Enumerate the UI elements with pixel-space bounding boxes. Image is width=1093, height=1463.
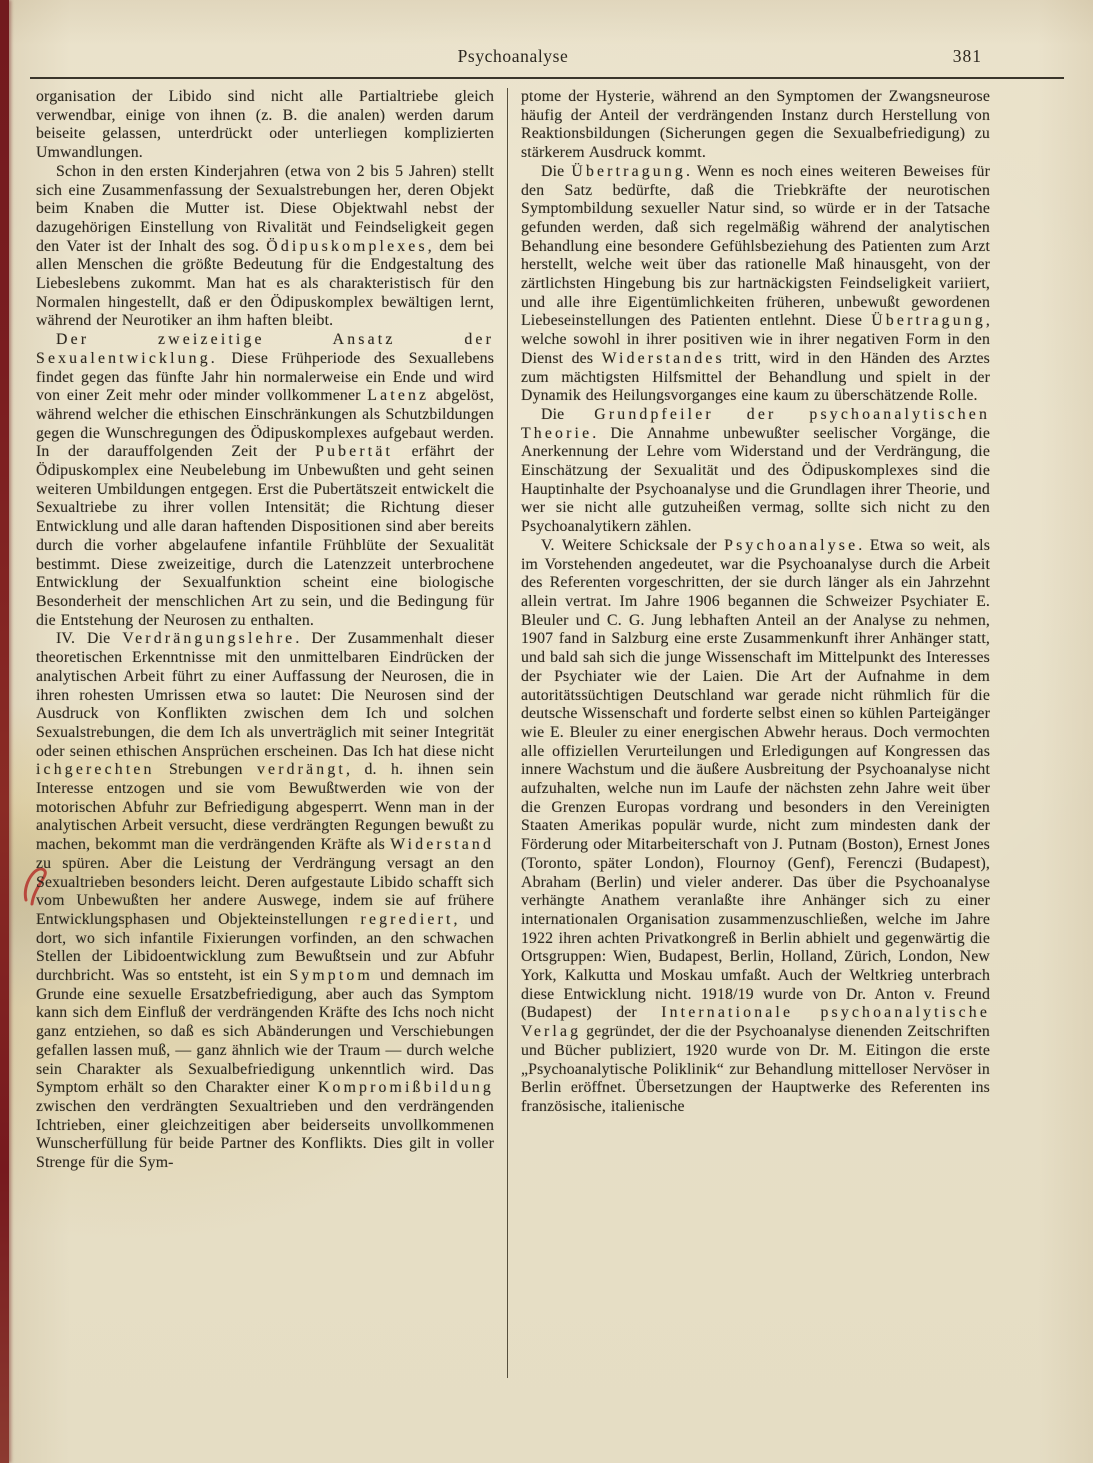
right-column [521, 88, 990, 1378]
header-rule [30, 77, 1064, 79]
emphasized-text: Übertragung [571, 162, 686, 180]
body-text: . Die Annahme unbewußter seelischer Vorgänge, die Anerkennung der Lehre vom Widerstand und der Verdrängung, die Einschätzung der Sexualität und des Ödipuskomplexes sind die Hauptinhalte der Psychoanalyse und die Grundlagen ihrer Theorie, und wer sie nicht alle gutzuheißen vermag, sollte sich nicht zu den Psychoanalytikern zählen. [521, 424, 990, 536]
paragraph [36, 630, 494, 1172]
body-text: V. Weitere Schicksale der [541, 536, 725, 554]
emphasized-text: Pubertät [315, 443, 394, 461]
emphasized-text: Übertragung [871, 312, 986, 330]
body-text: , welche sowohl in ihrer positiven wie in ihrer negativen Form in den Dienst des [521, 312, 990, 367]
paragraph [36, 163, 494, 331]
emphasized-text: ichgerechten [36, 761, 155, 779]
body-text: Diese Frühperiode des Sexuallebens findet gegen das fünfte Jahr hin normalerweise ein Ende und wird von einer Zeit mehr oder minder vollkommener [36, 349, 494, 405]
paragraph [521, 163, 990, 406]
running-title: Psychoanalyse [457, 46, 569, 66]
body-text: IV. Die [56, 630, 123, 648]
paragraph [521, 88, 990, 163]
emphasized-text: Der zweizeitige Ansatz der Sexualentwicklung. [36, 331, 494, 367]
paragraph [36, 88, 494, 163]
body-text: zwischen den verdrängten Sexualtrieben und den verdrängenden Ichtrieben, einer gleichzeitigen aber beiderseits unvollkommenen Wunscherfüllung für beide Partner des Konflikts. Dies gilt in voller Strenge für die Sym- [36, 1097, 494, 1172]
emphasized-text: Widerstandes [601, 349, 725, 367]
body-text: und demnach im Grunde eine sexuelle Ersatzbefriedigung, aber auch das Symptom kann sich dem Einfluß der verdrängenden Kräfte des Ichs noch nicht ganz entziehen, so daß es sich Abänderungen und Verschiebungen gefallen lassen muß, — ganz ähnlich wie der Traum — durch welche sein Charakter als Sexualbefriedigung unkenntlich wird. Das Symptom erhält so den Charakter einer [36, 967, 495, 1097]
body-text: Die [541, 162, 572, 180]
text-columns [36, 88, 990, 1378]
emphasized-text: Internationale psychoanalytische Verlag [521, 1004, 990, 1041]
paragraph [521, 537, 990, 1117]
body-text: organisation der Libido sind nicht alle Partialtriebe gleich verwendbar, einige von ihnen (z. B. die analen) werden darum beiseite gelassen, unterdrückt oder unterliegen komplizierten Umwandlungen. [36, 88, 494, 162]
body-text: , dem bei allen Menschen die größte Bedeutung für die Endgestaltung des Liebeslebens zukommt. Man hat es als charakteristisch für den Normalen hingestellt, daß er den Ödipuskomplex bewältigen lernt, während der Neurotiker an ihm haften bleibt. [36, 237, 494, 330]
emphasized-text: regrediert [360, 910, 454, 928]
emphasized-text: Widerstand [390, 836, 494, 854]
emphasized-text: Symptom [289, 967, 373, 985]
body-text: tritt, wird in den Händen des Arztes zum mächtigsten Hilfsmittel der Behandlung und spielt in der Dynamik des Heilungsvorganges eine kaum zu überschätzende Rolle. [521, 349, 990, 405]
emphasized-text: Kompromißbildung [317, 1079, 494, 1097]
body-text: , d. h. ihnen sein Interesse entzogen und sie vom Bewußtwerden wie von der motorischen Abfuhr zur Befriedigung abgesperrt. Wenn man in der analytischen Arbeit versucht, diese verdrängten Regungen bewußt zu machen, bekommt man die verdrängenden Kräfte als [36, 761, 494, 854]
scan-edge [0, 0, 9, 1463]
paragraph [521, 406, 990, 537]
body-text: . Wenn es noch eines weiteren Beweises für den Satz bedürfte, daß die Triebkräfte der neurotischen Symptombildung sexueller Natur sind, so würde er in der Tatsache gefunden werden, daß sich regelmäßig während der analytischen Behandlung eine besondere Gefühlsbeziehung des Patienten zum Arzt herstellt, welche weit über das rationelle Maß hinausgeht, von der zärtlichsten Hingebung bis zur hartnäckigsten Feindseligkeit variiert, und alle ihre Eigentümlichkeiten früheren, unbewußt gewordenen Liebeseinstellungen des Patienten entlehnt. Diese [521, 162, 990, 330]
page-number: 381 [952, 46, 982, 66]
emphasized-text: Verdrängungslehre [122, 630, 296, 648]
body-text: Strebungen [154, 761, 257, 779]
left-column [36, 88, 494, 1378]
column-divider [507, 88, 508, 1378]
body-text: zu spüren. Aber die Leistung der Verdrängung versagt an den Sexualtrieben besonders leicht. Deren aufgestaute Libido schafft sich vom Unbewußten her andere Auswege, indem sie auf frühere Entwicklungsphasen und Objekteinstellungen [36, 854, 494, 928]
emphasized-text: Ödipuskomplexes [266, 237, 428, 255]
emphasized-text: Psychoanalyse [724, 536, 859, 554]
emphasized-text: verdrängt [256, 761, 346, 779]
emphasized-text: Grundpfeiler der psychoanalytischen Theorie [521, 405, 990, 442]
body-text: Schon in den ersten Kinderjahren (etwa von 2 bis 5 Jahren) stellt sich eine Zusammenfassung der Sexualstrebungen her, deren Objekt beim Knaben die Mutter ist. Diese Objektwahl nebst der dazugehörigen Einstellung von Rivalität und Feindseligkeit gegen den Vater ist der Inhalt des sog. [36, 162, 494, 255]
body-text: gegründet, der die der Psychoanalyse dienenden Zeitschriften und Bücher publiziert, 1920 wurde von Dr. M. Eitingon die erste „Psychoanalytische Poliklinik“ zur Behandlung mittelloser Nervöser in Berlin eröffnet. Übersetzungen der Hauptwerke des Referenten ins französische, italienische [521, 1023, 990, 1115]
emphasized-text: Latenz [367, 387, 430, 405]
body-text: Die [541, 405, 595, 423]
body-text: . Etwa so weit, als im Vorstehenden angedeutet, war die Psychoanalyse durch die Arbeit des Referenten vorgeschritten, der sie durch länger als ein Jahrzehnt allein vertrat. Im Jahre 1906 begannen die Schweizer Psychiater E. Bleuler und C. G. Jung lebhaften Anteil an der Analyse zu nehmen, 1907 fand in Salzburg eine erste Zusammenkunft ihrer Anhänger statt, und bald sah sich die junge Wissenschaft im Mittelpunkt des Interesses der Psychiater wie der Laien. Die Art der Aufnahme in dem autoritätssüchtigen Deutschland war gerade nicht rühmlich für die deutsche Wissenschaft und forderte selbst einen so kühlen Parteigänger wie E. Bleuler zu einer energischen Abwehr heraus. Doch vermochten alle offiziellen Verurteilungen und Erledigungen auf Kongressen das innere Wachstum und die äußere Ausbreitung der Psychoanalyse nicht aufzuhalten, welche nun im Laufe der nächsten zehn Jahre weit über die Grenzen Europas vordrang und besonders in den Vereinigten Staaten Amerikas populär wurde, nicht zum mindesten dank der Förderung oder Mitarbeiterschaft von J. Putnam (Boston), Ernest Jones (Toronto, später London), Flournoy (Genf), Ferenczi (Budapest), Abraham (Berlin) und vieler anderer. Das über die Psychoanalyse verhängte Anathem veranlaßte ihre Anhänger sich zu einer internationalen Organisation zusammenzuschließen, welche im Jahre 1922 ihren achten Privatkongreß in Berlin abhielt und gegenwärtig die Ortsgruppen: Wien, Budapest, Berlin, Holland, Zürich, London, New York, Kalkutta und Moskau umfaßt. Auch der Weltkrieg unterbrach diese Entwicklung nicht. 1918/19 wurde von Dr. Anton v. Freund (Budapest) der [521, 536, 990, 1022]
body-text: abgelöst, während welcher die ethischen Einschränkungen als Schutzbildungen gegen die Wunschregungen des Ödipuskomplexes aufgebaut werden. In der darauffolgenden Zeit der [36, 387, 494, 461]
body-text: ptome der Hysterie, während an den Symptomen der Zwangsneurose häufig der Anteil der verdrängenden Instanz durch Herstellung von Reaktionsbildungen (Sicherungen gegen die Sexualbefriedigung) zu stärkerem Ausdruck kommt. [521, 88, 990, 162]
body-text: . Der Zusammenhalt dieser theoretischen Erkenntnisse mit den unmittelbaren Eindrücken der analytischen Arbeit führt zu einer Auffassung der Neurosen, die in ihren rohesten Umrissen etwa so lautet: Die Neurosen sind der Ausdruck von Konflikten zwischen dem Ich und solchen Sexualstrebungen, die dem Ich als unverträglich mit seiner Integrität oder seinen ethischen Ansprüchen erscheinen. Das Ich hat diese nicht [36, 630, 494, 760]
body-text: erfährt der Ödipuskomplex eine Neubelebung im Unbewußten und geht seinen weiteren Umbildungen entgegen. Erst die Pubertätszeit entwickelt die Sexualtriebe zu ihrer vollen Intensität; die Richtung dieser Entwicklung und alle daran haftenden Dispositionen sind aber bereits durch die vorher abgelaufene infantile Frühblüte der Sexualität bestimmt. Diese zweizeitige, durch die Latenzzeit unterbrochene Entwicklung der Sexualfunktion scheint eine biologische Besonderheit der menschlichen Art zu sein, und die Bedingung für die Entstehung der Neurosen zu enthalten. [36, 443, 494, 629]
body-text: , und dort, wo sich infantile Fixierungen vorfinden, an den schwachen Stellen der Libidoentwicklung zum Bewußtsein und zur Abfuhr durchbricht. Was so entsteht, ist ein [36, 910, 494, 985]
page-header [36, 46, 990, 70]
paragraph [36, 331, 494, 630]
